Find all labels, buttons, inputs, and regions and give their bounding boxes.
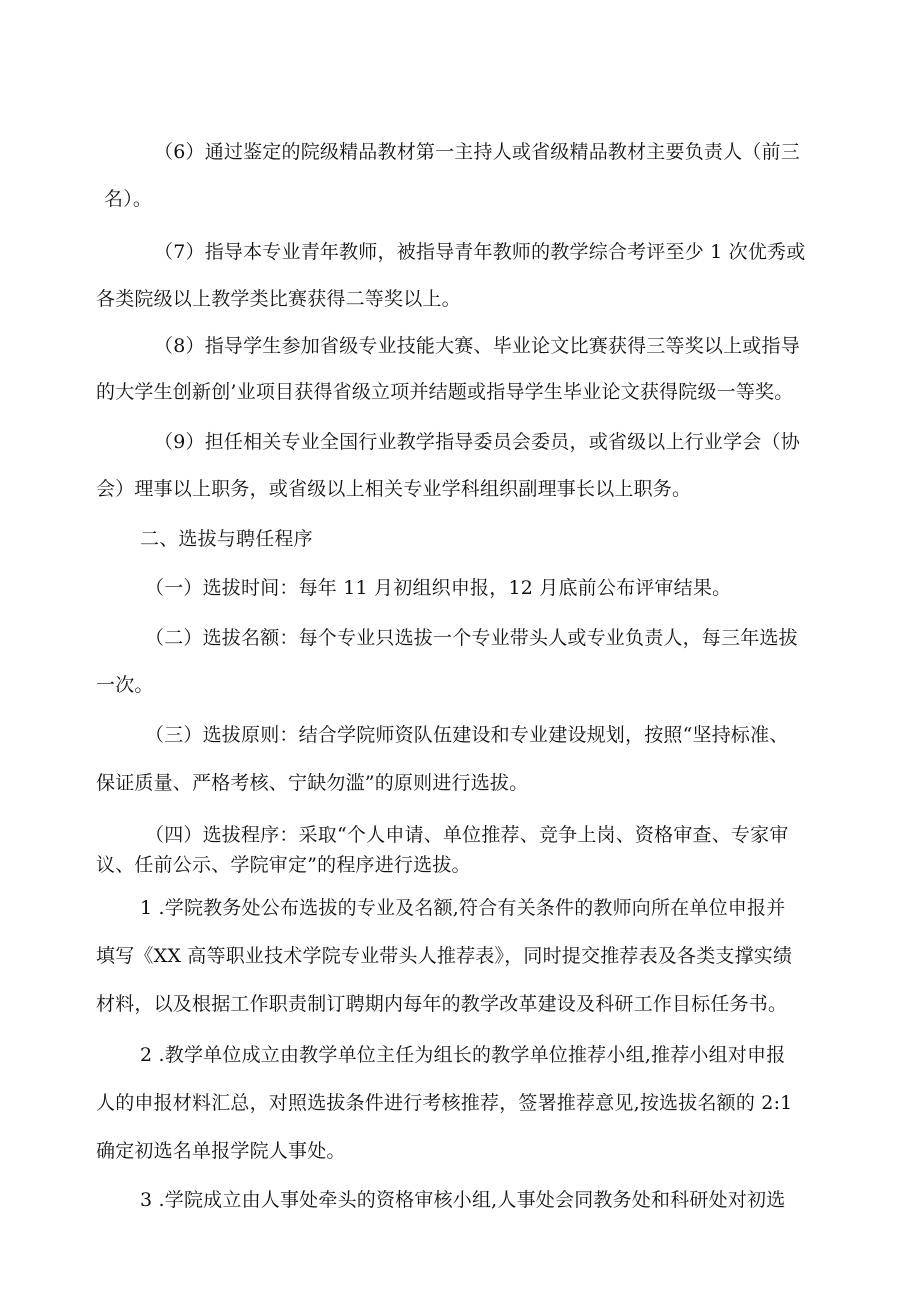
step-2-line-2: 人的申报材料汇总，对照选拔条件进行考核推荐，签署推荐意见,按选拔名额的 2:1 [96,1092,793,1114]
section-2-item-2-line-2: 一次。 [96,674,154,696]
paragraph-7-line-1: （7）指导本专业青年教师，被指导青年教师的教学综合考评至少 1 次优秀或 [154,241,806,263]
step-1-line-1: 1 .学院教务处公布选拔的专业及名额,符合有关条件的教师向所在单位申报并 [140,897,786,919]
step-2-line-3: 确定初选名单报学院人事处。 [96,1140,346,1162]
paragraph-7-line-2: 各类院级以上教学类比赛获得二等奖以上。 [96,288,461,310]
step-3-line-1: 3 .学院成立由人事处牵头的资格审核小组,人事处会同教务处和科研处对初选 [140,1189,786,1211]
section-2-item-1: （一）选拔时间：每年 11 月初组织申报，12 月底前公布评审结果。 [145,577,732,599]
section-2-item-4-line-1: （四）选拔程序：采取“个人申请、单位推荐、竞争上岗、资格审查、专家审 [145,824,789,846]
section-2-item-2-line-1: （二）选拔名额：每个专业只选拔一个专业带头人或专业负责人，每三年选拔 [145,627,798,649]
paragraph-6-line-2: 名）。 [104,188,153,210]
step-2-line-1: 2 .教学单位成立由教学单位主任为组长的教学单位推荐小组,推荐小组对申报 [140,1044,786,1066]
paragraph-8-line-2: 的大学生创新创’业项目获得省级立项并结题或指导学生毕业论文获得院级一等奖。 [96,381,794,403]
section-2-item-3-line-2: 保证质量、严格考核、宁缺勿滥”的原则进行选拔。 [96,772,529,794]
step-1-line-3: 材料，以及根据工作职责制订聘期内每年的教学改革建设及科研工作目标任务书。 [96,993,788,1015]
paragraph-9-line-1: （9）担任相关专业全国行业教学指导委员会委员，或省级以上行业学会（协 [154,431,800,453]
paragraph-8-line-1: （8）指导学生参加省级专业技能大赛、毕业论文比赛获得三等奖以上或指导 [154,335,800,357]
paragraph-9-line-2: 会）理事以上职务，或省级以上相关专业学科组织副理事长以上职务。 [96,478,692,500]
section-2-heading: 二、选拔与聘任程序 [140,528,313,550]
paragraph-6-line-1: （6）通过鉴定的院级精品教材第一主持人或省级精品教材主要负责人（前三 [154,141,800,163]
step-1-line-2: 填写《XX 高等职业技术学院专业带头人推荐表》，同时提交推荐表及各类支撑实绩 [96,945,793,967]
section-2-item-4-line-2: 议、任前公示、学院审定”的程序进行选拔。 [96,854,471,876]
section-2-item-3-line-1: （三）选拔原则：结合学院师资队伍建设和专业建设规划，按照“坚持标准、 [145,724,789,746]
